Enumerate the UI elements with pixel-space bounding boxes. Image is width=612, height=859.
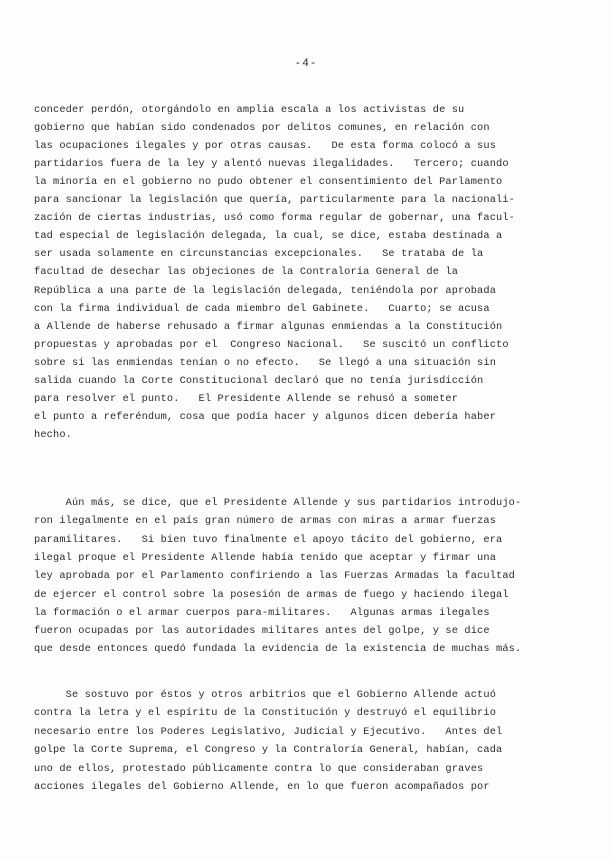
- text-line: a Allende de haberse rehusado a firmar algunas enmiendas a la Constitución: [34, 320, 503, 333]
- text-line: las ocupaciones ilegales y por otras causas. De esta forma colocó a sus: [34, 140, 497, 153]
- text-line: propuestas y aprobadas por el Congreso Nacional. Se suscitó un conflicto: [34, 338, 509, 351]
- text-line: Se sostuvo por éstos y otros arbitrios que el Gobierno Allende actuó: [34, 689, 497, 701]
- text-line: hecho.: [34, 428, 72, 441]
- text-line: paramilitares. Si bien tuvo finalmente el apoyo tácito del gobierno, era: [34, 533, 503, 546]
- text-line: con la firma individual de cada miembro del Gabinete. Cuarto; se acusa: [34, 302, 490, 315]
- text-line: para resolver el punto. El Presidente Allende se rehusó a someter: [34, 392, 459, 405]
- text-line: zación de ciertas industrias, usó como forma regular de gobernar, una facul-: [34, 212, 516, 225]
- text-line: ilegal proque el Presidente Allende había tenido que aceptar y firmar una: [34, 551, 497, 564]
- text-line: sobre si las enmiendas tenían o no efecto. Se llegó a una situación sin: [34, 356, 497, 369]
- text-line: conceder perdón, otorgándolo en amplia escala a los activistas de su: [34, 104, 465, 116]
- text-line: uno de ellos, protestado públicamente contra lo que consideraban graves: [34, 762, 484, 775]
- text-line: contra la letra y el espíritu de la Constitución y destruyó el equilibrio: [34, 707, 497, 720]
- text-line: tad especial de legislación delegada, la cual, se dice, estaba destinada a: [34, 230, 503, 243]
- text-line: la minoría en el gobierno no pudo obtener el consentimiento del Parlamento: [34, 176, 503, 189]
- text-line: fueron ocupadas por las autoridades militares antes del golpe, y se dice: [34, 625, 490, 638]
- text-line: partidarios fuera de la ley y alentó nuevas ilegalidades. Tercero; cuando: [34, 158, 509, 171]
- text-line: la formación o el armar cuerpos para-militares. Algunas armas ilegales: [34, 606, 490, 619]
- text-line: que desde entonces quedó fundada la evidencia de la existencia de muchas más.: [34, 643, 522, 656]
- text-line: gobierno que habían sido condenados por delitos comunes, en relación con: [34, 122, 490, 135]
- text-line: República a una parte de la legislación delegada, teniéndola por aprobada: [34, 284, 497, 297]
- text-line: ron ilegalmente en el país gran número de armas con miras a armar fuerzas: [34, 515, 497, 528]
- text-line: necesario entre los Poderes Legislativo, Judicial y Ejecutivo. Antes del: [34, 725, 503, 738]
- text-line: para sancionar la legislación que quería, particularmente para la nacionali-: [34, 194, 516, 207]
- text-line: acciones ilegales del Gobierno Allende, en lo que fueron acompañados por: [34, 781, 490, 793]
- text-line: ser usada solamente en circunstancias excepcionales. Se trataba de la: [34, 248, 484, 261]
- text-line: ley aprobada por el Parlamento confiriendo a las Fuerzas Armadas la facultad: [34, 570, 516, 583]
- text-line: facultad de desechar las objeciones de la Contraloría General de la: [34, 266, 459, 279]
- text-line: de ejercer el control sobre la posesión de armas de fuego y haciendo ilegal: [34, 588, 509, 601]
- text-line: salida cuando la Corte Constitucional declaró que no tenía jurisdicción: [34, 374, 484, 387]
- text-line: Aún más, se dice, que el Presidente Allende y sus partidarios introdujo-: [34, 497, 522, 509]
- text-line: golpe la Corte Suprema, el Congreso y la Contraloría General, habían, cada: [34, 744, 503, 757]
- page-number: -4-: [294, 58, 318, 70]
- text-line: el punto a referéndum, cosa que podía hacer y algunos dicen debería haber: [34, 410, 497, 423]
